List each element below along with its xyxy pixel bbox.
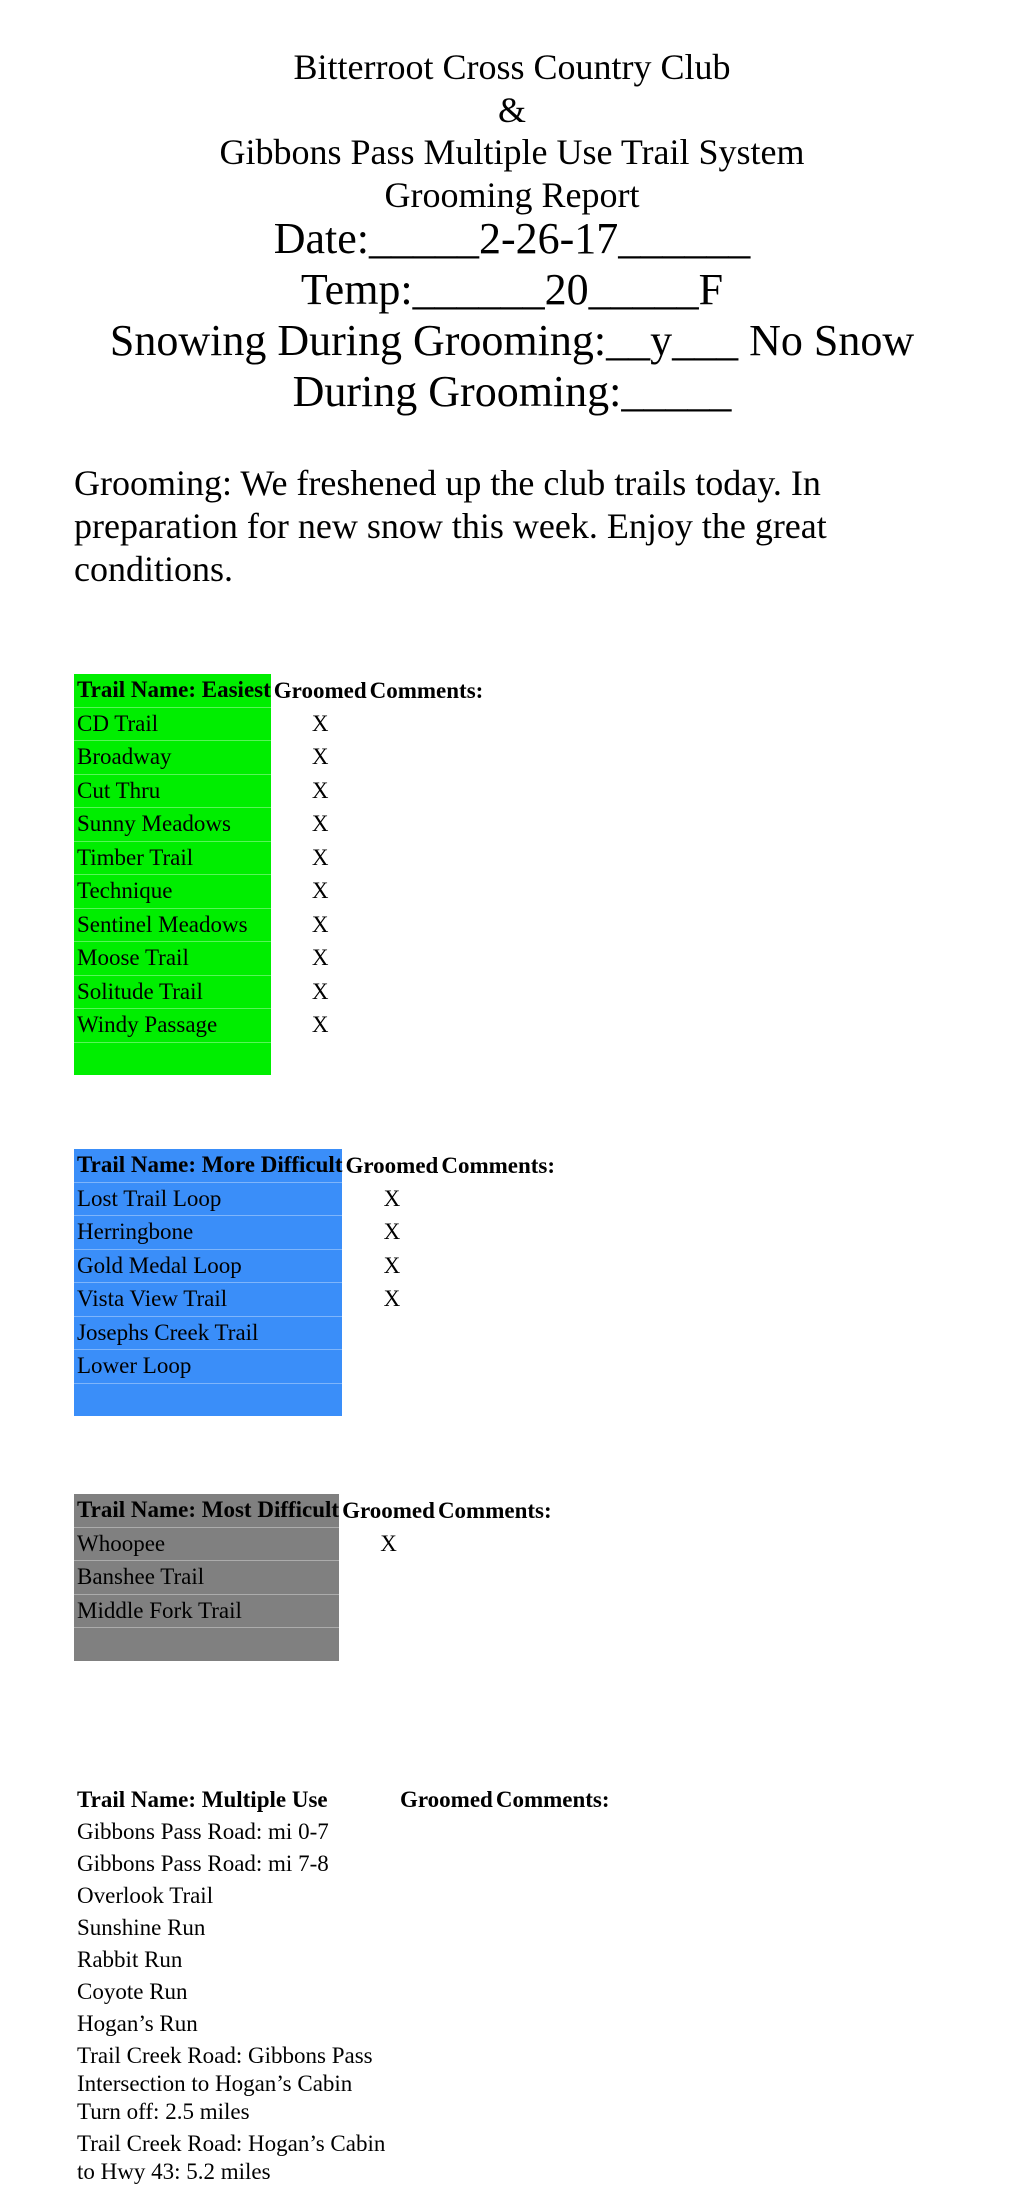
table-row [74,1561,552,1595]
comments-cell [435,1561,552,1595]
trail-name: Broadway [74,741,271,775]
groomed-mark: X [311,978,329,1004]
groomed-mark: X [311,744,329,770]
trail-name: Gibbons Pass Road: mi 0-7 [77,1819,329,1844]
trail-name: Overlook Trail [77,1883,214,1908]
groomed-mark [342,1383,438,1416]
trail-name: Middle Fork Trail [74,1594,339,1628]
table-row [74,1283,555,1317]
comments-cell [438,1182,555,1216]
comments-cell [493,1816,610,1848]
table-row [74,1350,555,1384]
table-row [74,1816,610,1848]
trail-name: Sunshine Run [77,1915,206,1940]
trail-name: Gold Medal Loop [74,1249,342,1283]
table-row [74,908,483,942]
comments-cell [493,2128,610,2188]
trail-name: Solitude Trail [74,975,271,1009]
groomed-header: Groomed [342,1497,435,1523]
comments-cell [438,1216,555,1250]
comments-cell [367,774,484,808]
groomed-mark [339,1628,435,1661]
groomed-mark [339,1561,435,1595]
table-row [74,2008,610,2040]
table-row [74,707,483,741]
comments-cell [367,1009,484,1043]
groomed-header: Groomed [400,1787,493,1812]
comments-cell [435,1594,552,1628]
table-row [74,1594,552,1628]
groomed-mark [339,1594,435,1628]
comments-cell [435,1628,552,1661]
report-temperature: Temp:______20_____F [300,265,724,314]
report-title: Grooming Report [384,175,640,215]
most-difficult-trails-table [74,1494,552,1661]
trail-name: Whoopee [74,1527,339,1561]
table-row [74,875,483,909]
groomed-mark [342,1316,438,1350]
trail-name: Banshee Trail [74,1561,339,1595]
table-row [74,975,483,1009]
table-row [74,1316,555,1350]
comments-cell [367,808,484,842]
trail-name: Sentinel Meadows [74,908,271,942]
groomed-mark [397,1912,493,1944]
trail-name: Trail Creek Road: Gibbons Pass Intersection to Hogan’s Cabin Turn off: 2.5 miles [77,2043,373,2124]
table-header-row [74,674,483,707]
table-row [74,1216,555,1250]
trail-name: Lost Trail Loop [74,1182,342,1216]
groomed-mark: X [383,1286,401,1312]
groomed-mark: X [311,878,329,904]
groomed-header: Groomed [345,1152,439,1178]
table-row [74,808,483,842]
club-name: Bitterroot Cross Country Club [293,47,731,87]
comments-cell [493,1912,610,1944]
table-row [74,774,483,808]
table-header-row [74,1494,552,1527]
trail-name: Timber Trail [74,841,271,875]
trail-name: Cut Thru [74,774,271,808]
comments-cell [367,1042,484,1075]
trail-name: Coyote Run [77,1979,188,2004]
comments-cell [438,1350,555,1384]
groomed-mark: X [383,1219,401,1245]
ampersand: & [497,90,526,130]
comments-cell [367,707,484,741]
groomed-mark [397,2040,493,2128]
comments-cell [438,1283,555,1317]
trail-name-header: Trail Name: More Difficult [74,1149,342,1182]
groomed-mark [271,1042,367,1075]
table-row [74,841,483,875]
grooming-summary: Grooming: We freshened up the club trails today. In preparation for new snow this week. Enjoy the great conditions. [74,463,827,589]
comments-cell [367,975,484,1009]
comments-cell [435,1527,552,1561]
trail-name: Herringbone [74,1216,342,1250]
comments-cell [367,741,484,775]
groomed-mark [397,2128,493,2188]
trail-name [74,1628,339,1661]
groomed-mark [397,1848,493,1880]
table-row [74,1628,552,1661]
trail-name [74,1383,342,1416]
trail-name: Technique [74,875,271,909]
table-row [74,1009,483,1043]
groomed-mark [397,1880,493,1912]
groomed-mark: X [383,1252,401,1278]
trail-name: Josephs Creek Trail [74,1316,342,1350]
no-snow-status: During Grooming:_____ [292,367,732,416]
trail-name-header: Trail Name: Most Difficult [74,1494,339,1527]
trail-name: Trail Creek Road: Hogan’s Cabin to Hwy 43: 5.2 miles [77,2131,386,2184]
trail-name: Gibbons Pass Road: mi 7-8 [77,1851,329,1876]
comments-cell [493,1880,610,1912]
table-row [74,1249,555,1283]
trail-system-name: Gibbons Pass Multiple Use Trail System [219,132,805,172]
trail-name [74,1042,271,1075]
trail-name: Windy Passage [74,1009,271,1043]
table-row [74,1912,610,1944]
table-row [74,1527,552,1561]
comments-cell [438,1316,555,1350]
groomed-mark: X [311,844,329,870]
trail-name: Moose Trail [74,942,271,976]
groomed-mark [397,1816,493,1848]
table-row [74,1880,610,1912]
comments-header: Comments: [369,677,484,703]
comments-cell [367,841,484,875]
groomed-mark [342,1350,438,1384]
trail-name: Lower Loop [74,1350,342,1384]
groomed-mark: X [311,1012,329,1038]
table-row [74,1182,555,1216]
more-difficult-trails-table [74,1149,555,1416]
groomed-mark: X [311,777,329,803]
trail-name: Vista View Trail [74,1283,342,1317]
comments-cell [438,1383,555,1416]
table-row [74,942,483,976]
trail-name: Hogan’s Run [77,2011,198,2036]
groomed-mark: X [380,1530,397,1556]
groomed-mark: X [311,911,329,937]
groomed-header: Groomed [273,677,367,703]
groomed-mark [397,2008,493,2040]
table-row [74,2128,610,2188]
table-row [74,1944,610,1976]
table-row [74,741,483,775]
comments-cell [493,1976,610,2008]
trail-name: Sunny Meadows [74,808,271,842]
report-date: Date:_____2-26-17______ [273,214,751,263]
comments-cell [367,908,484,942]
table-row [74,1976,610,2008]
comments-cell [493,1848,610,1880]
comments-header: Comments: [441,1152,556,1178]
groomed-mark: X [383,1185,401,1211]
groomed-mark: X [311,945,329,971]
trail-name-header: Trail Name: Easiest [74,674,271,707]
comments-cell [493,2008,610,2040]
groomed-mark: X [311,710,329,736]
snowing-status: Snowing During Grooming:__y___ No Snow [109,316,915,365]
comments-header: Comments: [495,1787,610,1812]
multiple-use-trails-table [74,1784,610,2188]
comments-header: Comments: [437,1497,552,1523]
trail-name-header: Trail Name: Multiple Use [77,1787,328,1812]
comments-cell [493,2040,610,2128]
table-row [74,1383,555,1416]
table-row [74,2040,610,2128]
easiest-trails-table [74,674,483,1075]
groomed-mark: X [311,811,329,837]
comments-cell [493,1944,610,1976]
comments-cell [367,942,484,976]
comments-cell [367,875,484,909]
table-header-row [74,1149,555,1182]
groomed-mark [397,1944,493,1976]
table-row [74,1848,610,1880]
trail-name: Rabbit Run [77,1947,183,1972]
groomed-mark [397,1976,493,2008]
table-header-row [74,1784,610,1816]
trail-name: CD Trail [74,707,271,741]
comments-cell [438,1249,555,1283]
table-row [74,1042,483,1075]
